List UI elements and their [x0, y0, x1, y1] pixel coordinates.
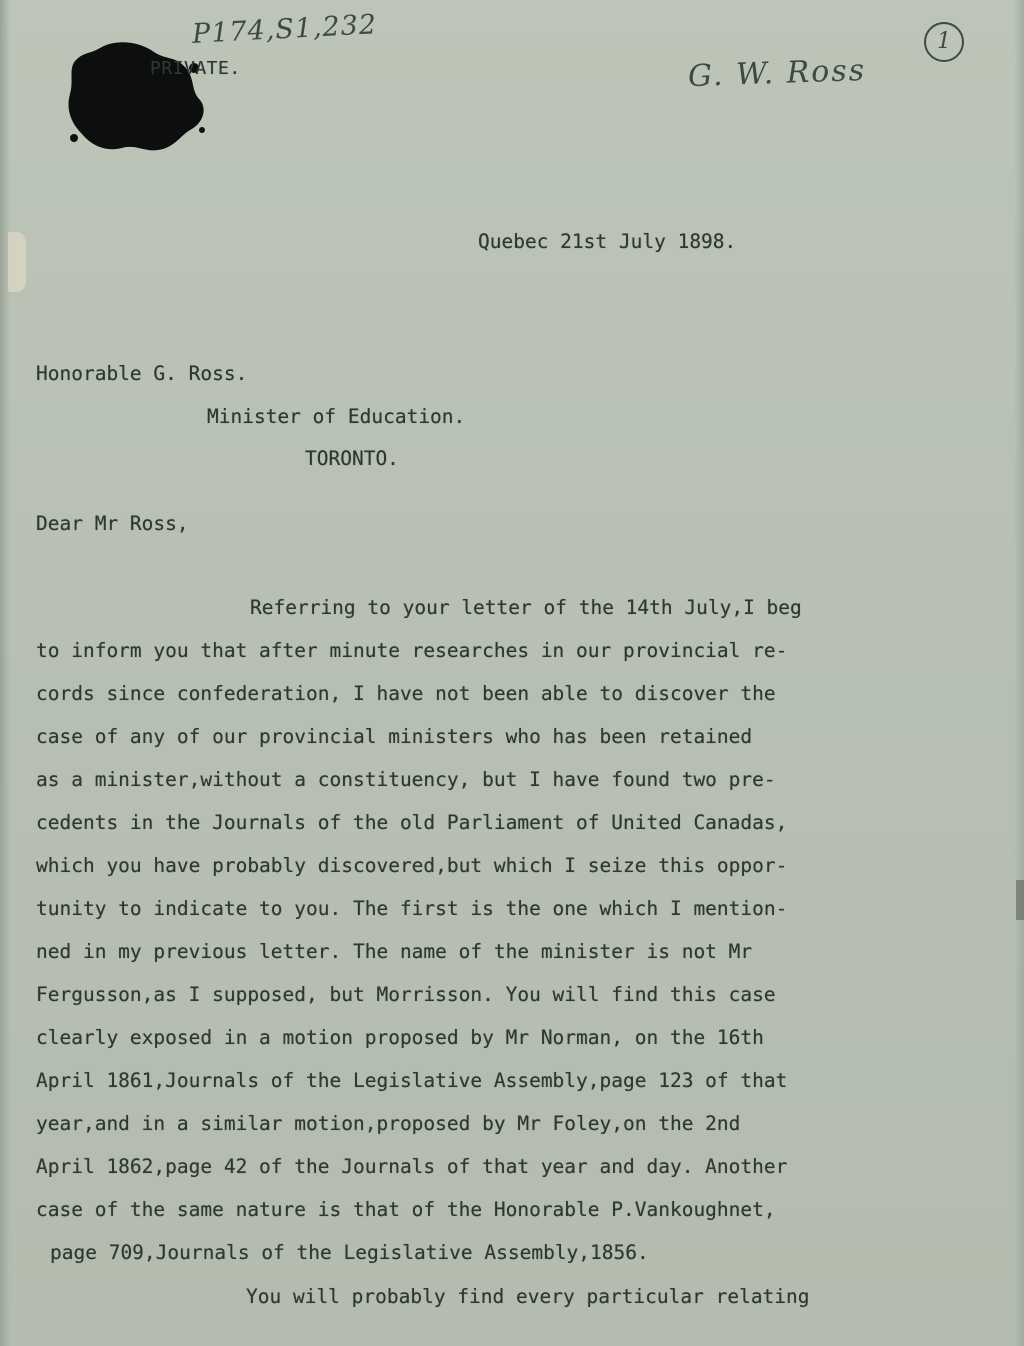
body-line: year,and in a similar motion,proposed by Mr Foley,on the 2nd: [36, 1112, 741, 1135]
paper-edge-mark: [1016, 880, 1024, 920]
body-line: Fergusson,as I supposed, but Morrisson. You will find this case: [36, 983, 776, 1006]
body-line: case of any of our provincial ministers who has been retained: [36, 725, 753, 748]
body-line: case of the same nature is that of the Honorable P.Vankoughnet,: [36, 1198, 776, 1221]
ink-blot: [62, 38, 212, 158]
body-line: page 709,Journals of the Legislative Assembly,1856.: [50, 1241, 649, 1264]
page-number: 1: [924, 22, 964, 62]
salutation: Dear Mr Ross,: [36, 512, 189, 535]
body-line: You will probably find every particular relating: [246, 1285, 810, 1308]
page-right-edge: [1014, 0, 1024, 1346]
recipient-name: Honorable G. Ross.: [36, 362, 248, 385]
recipient-city: TORONTO.: [305, 447, 399, 470]
body-line: Referring to your letter of the 14th July,I beg: [250, 596, 802, 619]
page-left-edge: [0, 0, 10, 1346]
body-line: to inform you that after minute researches in our provincial re-: [36, 639, 788, 662]
body-line: tunity to indicate to you. The first is the one which I mention-: [36, 897, 788, 920]
body-line: ned in my previous letter. The name of the minister is not Mr: [36, 940, 753, 963]
reference-number: P174,S1,232: [191, 9, 378, 50]
body-line: as a minister,without a constituency, but I have found two pre-: [36, 768, 776, 791]
body-line: cords since confederation, I have not been able to discover the: [36, 682, 776, 705]
body-line: cedents in the Journals of the old Parliament of United Canadas,: [36, 811, 788, 834]
classification-label: PRIVATE.: [150, 58, 241, 79]
body-line: which you have probably discovered,but which I seize this oppor-: [36, 854, 788, 877]
recipient-title: Minister of Education.: [207, 405, 466, 428]
dateline: Quebec 21st July 1898.: [478, 230, 737, 253]
body-line: April 1861,Journals of the Legislative Assembly,page 123 of that: [36, 1069, 788, 1092]
body-line: clearly exposed in a motion proposed by Mr Norman, on the 16th: [36, 1026, 764, 1049]
body-line: April 1862,page 42 of the Journals of that year and day. Another: [36, 1155, 788, 1178]
author-annotation: G. W. Ross: [687, 52, 867, 95]
paper-tear: [8, 232, 26, 292]
